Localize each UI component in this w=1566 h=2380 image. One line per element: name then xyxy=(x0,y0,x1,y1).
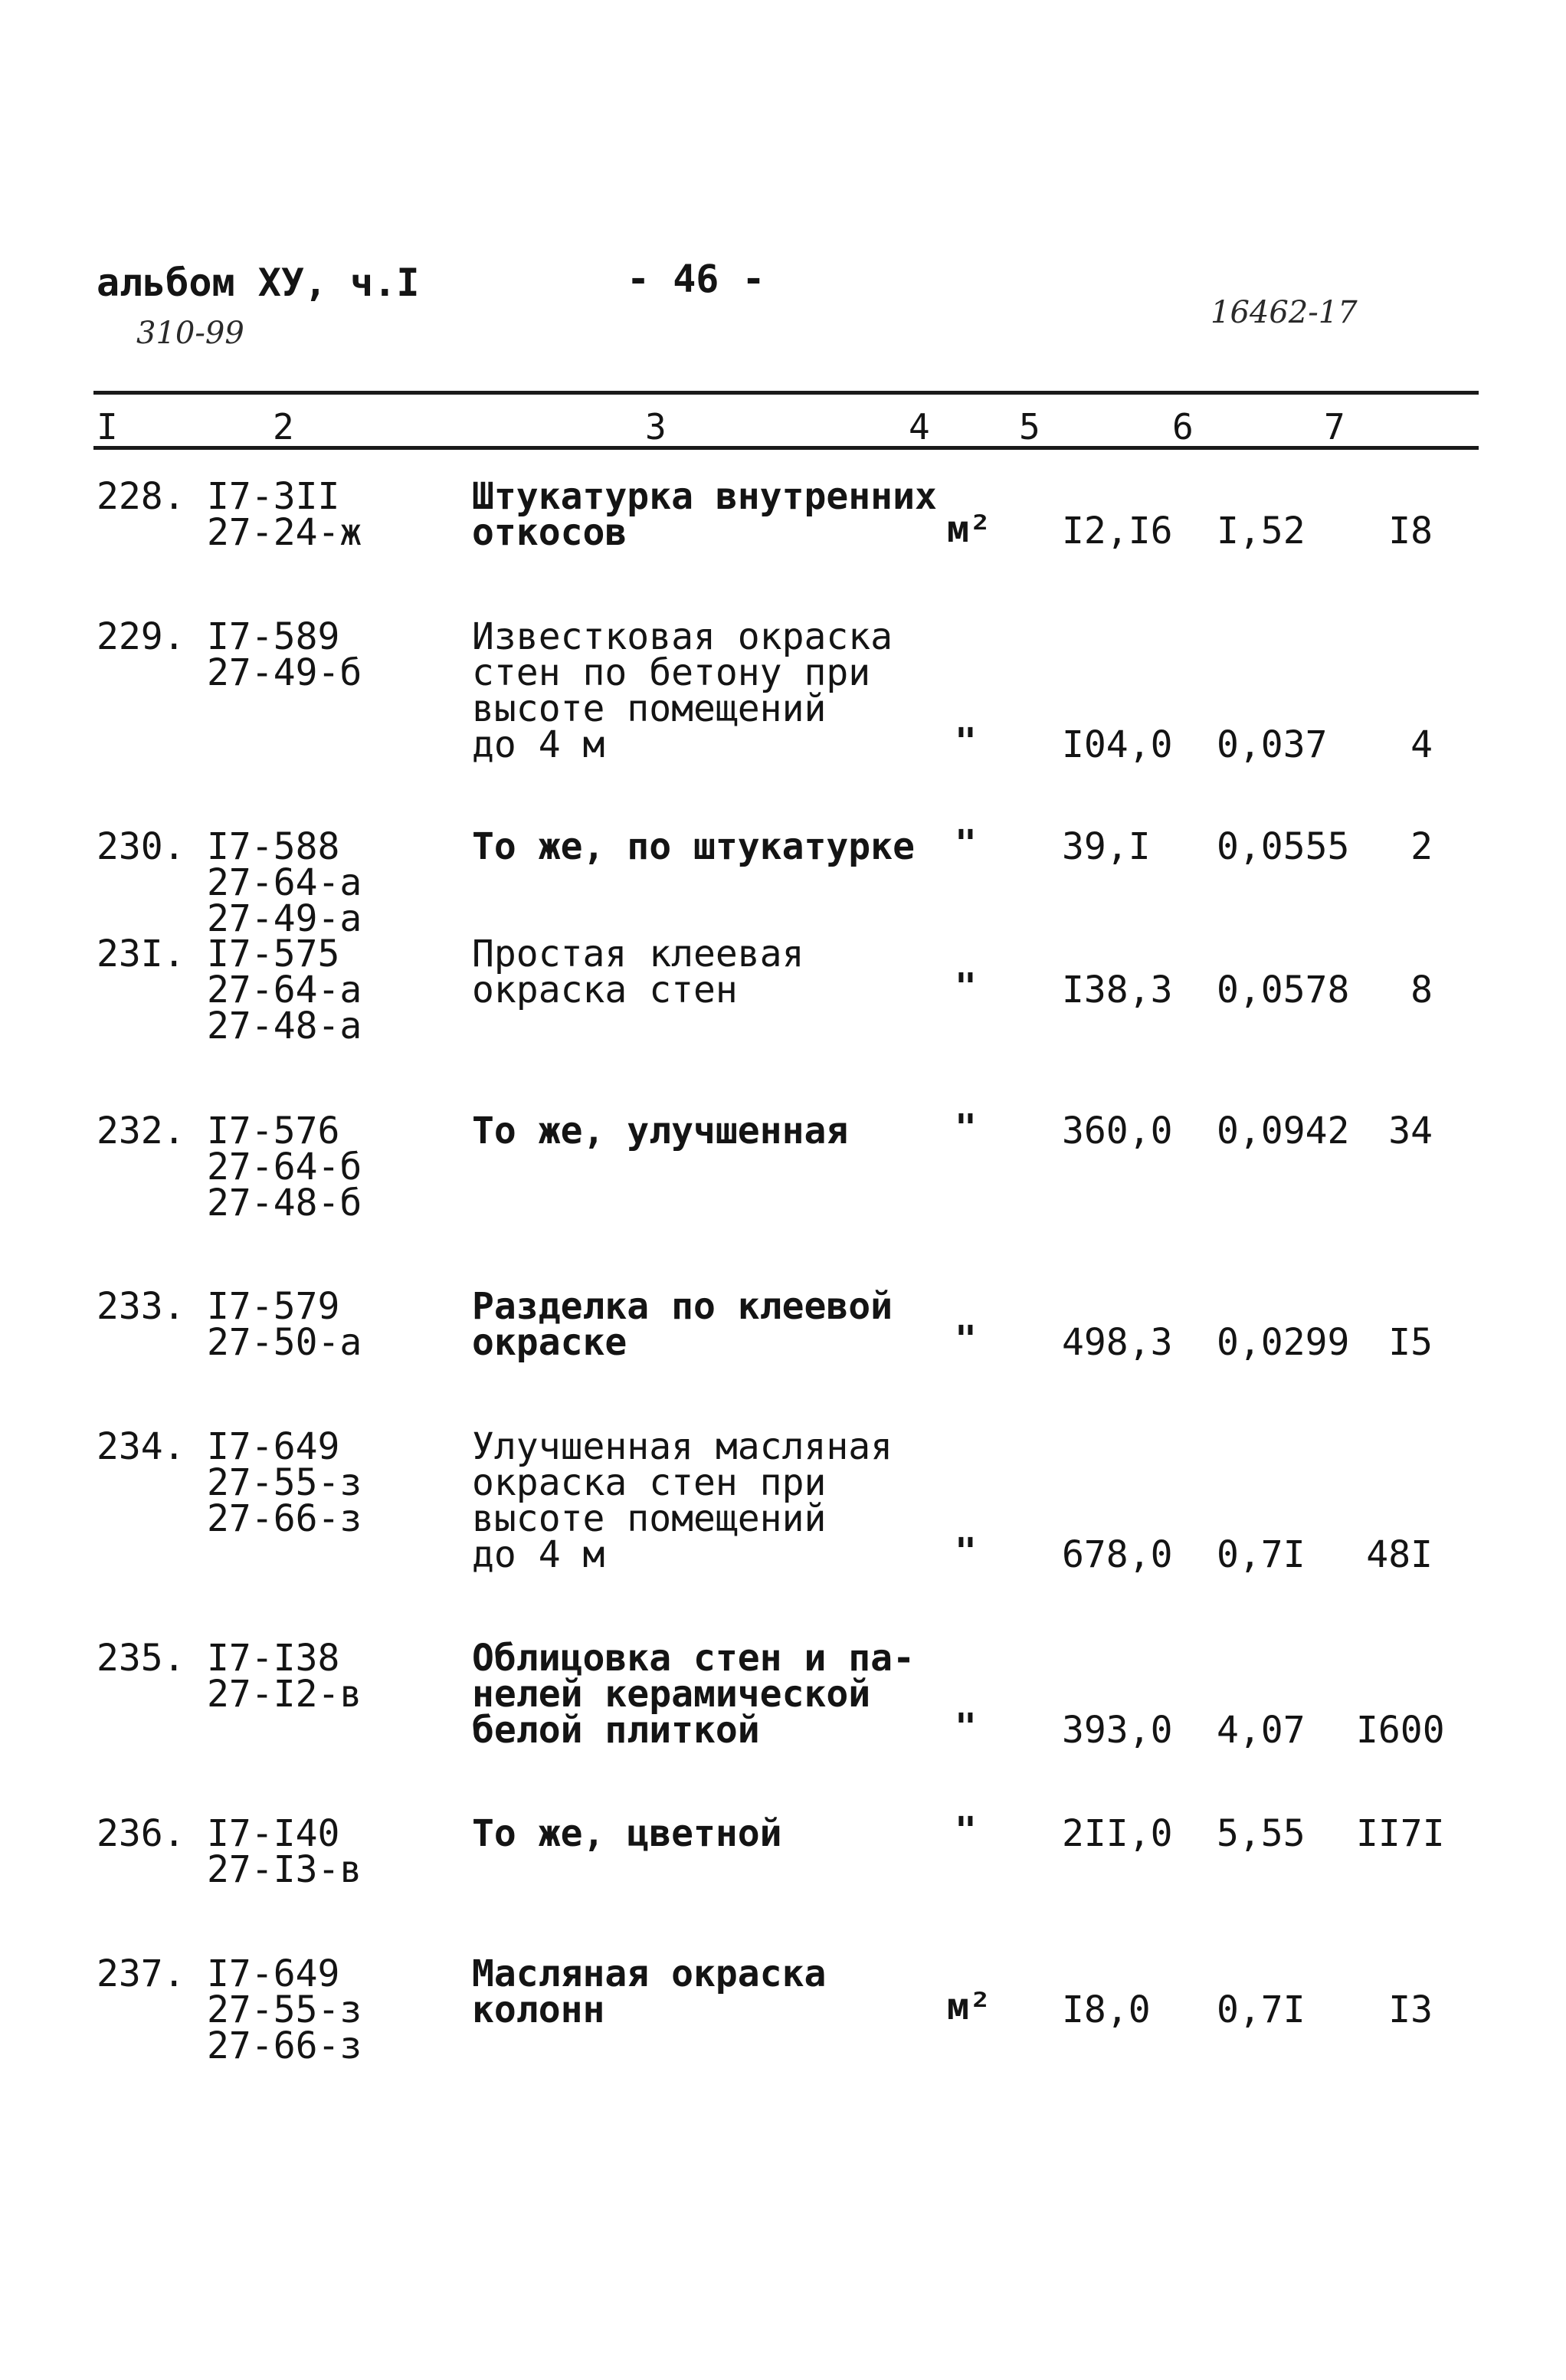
unit-rate: 0,0555 xyxy=(1217,825,1350,868)
norm-code: 27-I3-в xyxy=(207,1848,362,1891)
work-description: Известковая окраска xyxy=(472,615,893,658)
work-description: окраска стен при xyxy=(472,1461,827,1504)
document-number: 16462-17 xyxy=(1211,295,1358,330)
norm-code: 27-64-а xyxy=(207,969,362,1011)
quantity: 498,3 xyxy=(1062,1321,1173,1364)
row-number: 228. xyxy=(97,475,185,518)
unit: " xyxy=(955,1530,977,1573)
norm-code: 27-24-ж xyxy=(207,511,362,554)
row-number: 232. xyxy=(97,1110,185,1152)
work-description: Штукатурка внутренних xyxy=(472,475,937,518)
column-number-4: 4 xyxy=(909,406,930,447)
norm-code: 27-55-з xyxy=(207,1988,362,2031)
norm-code: I7-589 xyxy=(207,615,340,658)
work-description: стен по бетону при xyxy=(472,651,871,694)
norm-code: I7-649 xyxy=(207,1952,340,1995)
unit-rate: 0,7I xyxy=(1217,1988,1306,2031)
row-number: 229. xyxy=(97,615,185,658)
work-description: высоте помещений xyxy=(472,1497,827,1540)
unit-rate: 0,0299 xyxy=(1217,1321,1350,1364)
unit: " xyxy=(955,822,977,865)
row-number: 236. xyxy=(97,1812,185,1855)
work-description: Улучшенная масляная xyxy=(472,1425,893,1468)
work-description: до 4 м xyxy=(472,1533,605,1576)
work-description: нелей керамической xyxy=(472,1673,871,1716)
unit: " xyxy=(955,1809,977,1852)
norm-code: I7-3II xyxy=(207,475,340,518)
column-number-1: I xyxy=(97,406,118,447)
work-description: окраске xyxy=(472,1321,627,1364)
header-bottom-rule xyxy=(93,446,1479,450)
work-description: белой плиткой xyxy=(472,1709,760,1752)
total: 48I xyxy=(1366,1533,1433,1576)
work-description: Разделка по клеевой xyxy=(472,1285,893,1328)
norm-code: I7-I38 xyxy=(207,1637,340,1680)
work-description: откосов xyxy=(472,511,627,554)
unit-rate: 0,0578 xyxy=(1217,969,1350,1011)
quantity: 678,0 xyxy=(1062,1533,1173,1576)
norm-code: 27-I2-в xyxy=(207,1673,362,1716)
norm-code: 27-66-з xyxy=(207,1497,362,1540)
norm-code: 27-49-а xyxy=(207,897,362,940)
quantity: 360,0 xyxy=(1062,1110,1173,1152)
quantity: 2II,0 xyxy=(1062,1812,1173,1855)
unit: " xyxy=(955,1706,977,1749)
norm-code: 27-48-б xyxy=(207,1182,362,1224)
work-description: колонн xyxy=(472,1988,605,2031)
column-number-5: 5 xyxy=(1019,406,1040,447)
unit: " xyxy=(955,965,977,1008)
unit: " xyxy=(955,720,977,763)
row-number: 233. xyxy=(97,1285,185,1328)
norm-code: I7-575 xyxy=(207,933,340,975)
norm-code: 27-64-а xyxy=(207,861,362,904)
quantity: I04,0 xyxy=(1062,723,1173,766)
norm-code: 27-48-а xyxy=(207,1005,362,1047)
total: 2 xyxy=(1410,825,1433,868)
work-description: Масляная окраска xyxy=(472,1952,827,1995)
work-description: То же, цветной xyxy=(472,1812,782,1855)
work-description: То же, по штукатурке xyxy=(472,825,915,868)
norm-code: 27-66-з xyxy=(207,2024,362,2067)
row-number: 235. xyxy=(97,1637,185,1680)
quantity: I8,0 xyxy=(1062,1988,1151,2031)
work-description: Облицовка стен и па- xyxy=(472,1637,915,1680)
work-description: Простая клеевая xyxy=(472,933,804,975)
total: 4 xyxy=(1410,723,1433,766)
norm-code: 27-49-б xyxy=(207,651,362,694)
page-number: - 46 - xyxy=(627,257,765,301)
norm-code: 27-50-а xyxy=(207,1321,362,1364)
album-title: альбом ХУ, ч.I xyxy=(97,261,420,305)
quantity: 39,I xyxy=(1062,825,1151,868)
column-number-3: 3 xyxy=(645,406,667,447)
total: II7I xyxy=(1356,1812,1445,1855)
quantity: I2,I6 xyxy=(1062,510,1173,552)
unit-rate: 0,0942 xyxy=(1217,1110,1350,1152)
unit-rate: 0,7I xyxy=(1217,1533,1306,1576)
norm-code: I7-I40 xyxy=(207,1812,340,1855)
norm-code: 27-64-б xyxy=(207,1146,362,1188)
norm-code: 27-55-з xyxy=(207,1461,362,1504)
unit-rate: 5,55 xyxy=(1217,1812,1306,1855)
unit: м² xyxy=(947,508,991,551)
top-rule xyxy=(93,391,1479,395)
album-code: 310-99 xyxy=(136,316,244,351)
row-number: 23I. xyxy=(97,933,185,975)
unit: " xyxy=(955,1106,977,1149)
norm-code: I7-649 xyxy=(207,1425,340,1468)
total: 8 xyxy=(1410,969,1433,1011)
total: I8 xyxy=(1388,510,1433,552)
column-number-7: 7 xyxy=(1324,406,1345,447)
unit-rate: I,52 xyxy=(1217,510,1306,552)
total: 34 xyxy=(1388,1110,1433,1152)
row-number: 230. xyxy=(97,825,185,868)
quantity: I38,3 xyxy=(1062,969,1173,1011)
total: I600 xyxy=(1356,1709,1445,1752)
work-description: высоте помещений xyxy=(472,687,827,730)
quantity: 393,0 xyxy=(1062,1709,1173,1752)
work-description: до 4 м xyxy=(472,723,605,766)
work-description: окраска стен xyxy=(472,969,738,1011)
norm-code: I7-579 xyxy=(207,1285,340,1328)
total: I3 xyxy=(1388,1988,1433,2031)
row-number: 234. xyxy=(97,1425,185,1468)
column-number-6: 6 xyxy=(1172,406,1194,447)
unit-rate: 4,07 xyxy=(1217,1709,1306,1752)
total: I5 xyxy=(1388,1321,1433,1364)
norm-code: I7-588 xyxy=(207,825,340,868)
row-number: 237. xyxy=(97,1952,185,1995)
unit: " xyxy=(955,1318,977,1361)
unit: м² xyxy=(947,1985,991,2028)
norm-code: I7-576 xyxy=(207,1110,340,1152)
unit-rate: 0,037 xyxy=(1217,723,1328,766)
work-description: То же, улучшенная xyxy=(472,1110,849,1152)
column-number-2: 2 xyxy=(273,406,294,447)
